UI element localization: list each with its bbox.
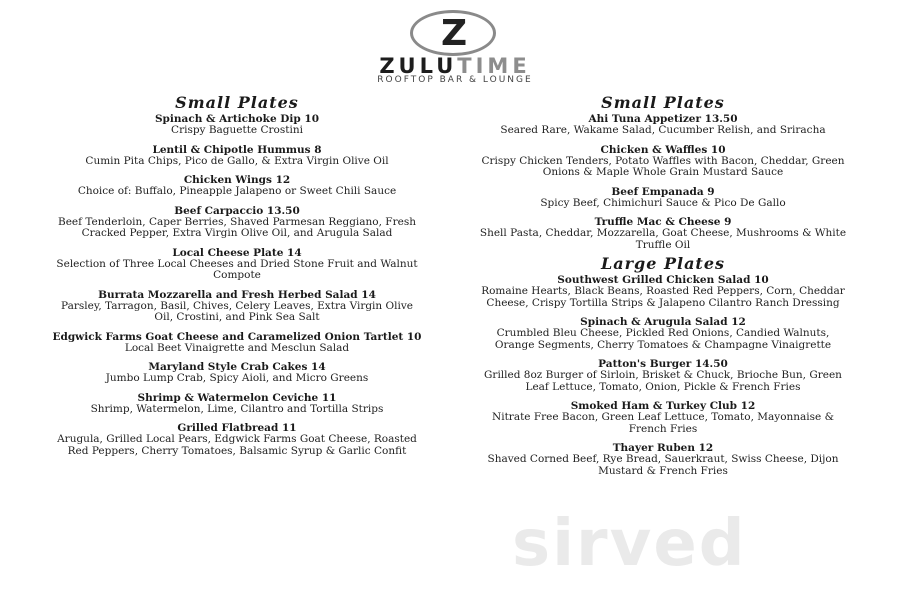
menu-items-left <box>52 113 422 457</box>
menu-item-name: Lentil & Chipotle Hummus 8 <box>152 143 322 156</box>
menu-item-description: Arugula, Grilled Local Pears, Edgwick Farms Goat Cheese, Roasted Red Peppers, Cherry Tomatoes, Balsamic Syrup & Garlic Confit <box>57 433 417 457</box>
menu-item <box>478 316 848 351</box>
menu-item-name: Maryland Style Crab Cakes 14 <box>148 361 326 373</box>
menu-item-description: Beef Tenderloin, Caper Berries, Shaved Parmesan Reggiano, Fresh Cracked Pepper, Extra Virgin Olive Oil, and Arugula Salad <box>58 215 416 239</box>
menu-item <box>478 274 848 309</box>
menu-item-name: Local Cheese Plate 14 <box>172 246 302 259</box>
menu-item <box>478 358 848 393</box>
menu-item-description: Selection of Three Local Cheeses and Dried Stone Fruit and Walnut Compote <box>56 257 418 281</box>
menu-item-description: Parsley, Tarragon, Basil, Chives, Celery Leaves, Extra Virgin Olive Oil, Crostini, and Pink Sea Salt <box>60 299 413 323</box>
menu-item-description: Cumin Pita Chips, Pico de Gallo, & Extra Virgin Olive Oil <box>85 154 389 167</box>
menu-item-description: Spicy Beef, Chimichuri Sauce & Pico De Gallo <box>540 196 786 209</box>
menu-item-name: Thayer Ruben 12 <box>612 442 714 454</box>
menu-item <box>52 205 422 240</box>
section-title-small-plates: Small Plates <box>601 93 725 112</box>
menu-item-name: Ahi Tuna Appetizer 13.50 <box>588 113 738 125</box>
menu-item-name: Grilled Flatbread 11 <box>177 422 297 434</box>
menu-item-description: Crumbled Bleu Cheese, Pickled Red Onions, Candied Walnuts, Orange Segments, Cherry Tomatoes & Champagne Vinaigrette <box>494 327 832 351</box>
logo-z-mark: Z <box>440 13 468 54</box>
menu-item <box>52 247 422 282</box>
menu-item-name: Shrimp & Watermelon Ceviche 11 <box>137 391 337 404</box>
menu-item <box>478 400 848 435</box>
menu-item <box>478 186 848 210</box>
menu-item-description: Shrimp, Watermelon, Lime, Cilantro and Tortilla Strips <box>90 402 384 415</box>
menu-item-name: Spinach & Arugula Salad 12 <box>580 316 746 328</box>
menu-item <box>52 144 422 168</box>
menu-item-name: Spinach & Artichoke Dip 10 <box>154 113 320 125</box>
menu-item-name: Patton's Burger 14.50 <box>598 358 728 370</box>
menu-item-name: Beef Empanada 9 <box>611 185 715 198</box>
logo-name-part2: TIME <box>457 54 531 78</box>
restaurant-logo <box>320 6 590 85</box>
menu-column-left <box>52 94 422 464</box>
menu-item <box>478 216 848 251</box>
menu-item <box>52 422 422 457</box>
menu-item-description: Shaved Corned Beef, Rye Bread, Sauerkraut, Swiss Cheese, Dijon Mustard & French Fries <box>487 453 839 477</box>
menu-item <box>52 331 422 355</box>
menu-item-description: Crispy Chicken Tenders, Potato Waffles with Bacon, Cheddar, Green Onions & Maple Whole Grain Mustard Sauce <box>481 154 845 178</box>
menu-item-name: Southwest Grilled Chicken Salad 10 <box>557 274 769 286</box>
menu-item <box>478 113 848 137</box>
menu-item-description: Seared Rare, Wakame Salad, Cucumber Relish, and Sriracha <box>500 124 826 136</box>
menu-item-name: Chicken & Waffles 10 <box>600 143 726 156</box>
menu-item <box>52 361 422 385</box>
menu-column-right <box>478 94 848 484</box>
menu-item-description: Romaine Hearts, Black Beans, Roasted Red Peppers, Corn, Cheddar Cheese, Crispy Tortilla Strips & Jalapeno Cilantro Ranch Dressing <box>481 285 845 309</box>
sirved-watermark: sirved <box>512 507 747 581</box>
section-title-small-plates: Small Plates <box>175 93 299 112</box>
menu-item <box>478 442 848 477</box>
menu-item-name: Smoked Ham & Turkey Club 12 <box>570 400 756 412</box>
logo-name <box>320 56 590 76</box>
section-title-large-plates: Large Plates <box>600 254 726 273</box>
menu-item-description: Choice of: Buffalo, Pineapple Jalapeno or Sweet Chili Sauce <box>77 185 397 197</box>
menu-items-large <box>478 274 848 477</box>
menu-item-name: Edgwick Farms Goat Cheese and Caramelized Onion Tartlet 10 <box>52 330 422 343</box>
logo-name-part1: ZULU <box>379 54 458 78</box>
menu-item <box>52 174 422 198</box>
menu-item <box>478 144 848 179</box>
menu-item <box>52 289 422 324</box>
menu-item-description: Nitrate Free Bacon, Green Leaf Lettuce, Tomato, Mayonnaise & French Fries <box>492 411 834 435</box>
menu-item-name: Beef Carpaccio 13.50 <box>174 204 300 217</box>
menu-items-right <box>478 113 848 251</box>
menu-item-description: Local Beet Vinaigrette and Mesclun Salad <box>124 341 350 354</box>
menu-item <box>52 392 422 416</box>
menu-item <box>52 113 422 137</box>
menu-item-name: Burrata Mozzarella and Fresh Herbed Salad 14 <box>98 288 376 301</box>
menu-item-description: Crispy Baguette Crostini <box>171 124 303 136</box>
menu-item-description: Jumbo Lump Crab, Spicy Aioli, and Micro Greens <box>105 372 369 384</box>
menu-item-description: Shell Pasta, Cheddar, Mozzarella, Goat Cheese, Mushrooms & White Truffle Oil <box>479 227 847 251</box>
logo-tagline: ROOFTOP BAR & LOUNGE <box>377 75 533 85</box>
menu-item-description: Grilled 8oz Burger of Sirloin, Brisket & Chuck, Brioche Bun, Green Leaf Lettuce, Tomato, Onion, Pickle & French Fries <box>484 369 842 393</box>
menu-item-name: Chicken Wings 12 <box>183 174 291 186</box>
menu-item-name: Truffle Mac & Cheese 9 <box>594 216 732 228</box>
